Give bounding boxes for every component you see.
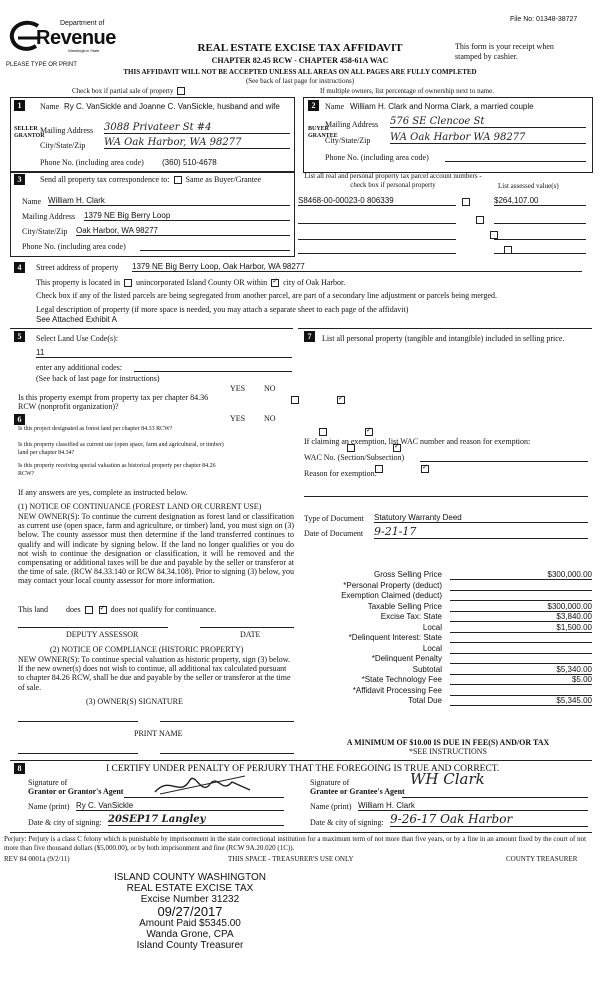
stamp-line: Amount Paid $5345.00 <box>139 918 241 929</box>
notice2-title: (2) NOTICE OF COMPLIANCE (HISTORIC PROPERTY) <box>50 645 244 654</box>
unincorporated-checkbox[interactable] <box>124 279 132 287</box>
historic-question: Is this property receiving special valuation as historical property per chapter 84.26 RCW? <box>18 463 216 477</box>
section-3-number: 3 <box>14 174 25 185</box>
dept-line1: Department of <box>60 20 105 27</box>
rev-number: REV 84 0001a (9/2/11) <box>4 855 70 863</box>
seller-phone-label: Phone No. (including area code) <box>40 158 144 167</box>
parcel-2-personal-checkbox[interactable] <box>476 216 484 224</box>
seller-city-label: City/State/Zip <box>40 141 86 150</box>
corr-name-label: Name <box>22 197 42 206</box>
dept-logo <box>8 18 118 60</box>
please-type: PLEASE TYPE OR PRINT <box>6 62 77 68</box>
doc-date[interactable]: 9-21-17 <box>374 525 588 539</box>
does-not-checkbox[interactable] <box>99 606 107 614</box>
buyer-city-label: City/State/Zip <box>325 136 371 145</box>
tax-value[interactable]: $5.00 <box>450 675 592 685</box>
tax-value[interactable]: $1,500.00 <box>450 623 592 633</box>
tax-row <box>304 591 592 602</box>
segregated-note: Check box if any of the listed parcels are being segregated from another parcel, are part of a secondary line adjustment or parcels being merged. <box>36 291 497 300</box>
dept-state: Washington State <box>68 48 100 53</box>
partial-sale-label: Check box if partial sale of property <box>72 87 174 95</box>
tax-row <box>304 570 592 581</box>
value-line-4[interactable] <box>494 252 586 254</box>
corr-city-label: City/State/Zip <box>22 227 68 236</box>
parcel-line-4[interactable] <box>298 252 456 254</box>
buyer-name[interactable]: William H. Clark and Norma Clark, a married couple <box>350 102 534 111</box>
tax-row <box>304 644 592 655</box>
tax-table <box>304 570 592 707</box>
tax-row <box>304 612 592 623</box>
section-8-number: 8 <box>14 763 25 774</box>
section-4-number: 4 <box>14 262 25 273</box>
additional-codes-label: enter any additional codes: <box>36 363 122 372</box>
deputy-date-label: DATE <box>240 630 261 639</box>
tax-label: Excise Tax: State <box>380 612 442 621</box>
does-label: does <box>66 605 81 614</box>
located-pre: This property is located in <box>36 278 120 287</box>
same-as-buyer-label: Same as Buyer/Grantee <box>185 175 262 184</box>
tax-label: Total Due <box>408 696 442 705</box>
grantor-print-name[interactable]: Ry C. VanSickle <box>76 801 284 811</box>
seller-name[interactable]: Ry C. VanSickle and Joanne C. VanSickle, husband and wife <box>64 102 280 111</box>
forest-yes-checkbox[interactable] <box>319 428 327 436</box>
form-chapter: CHAPTER 82.45 RCW - CHAPTER 458-61A WAC <box>211 56 389 65</box>
seller-side-label: SELLER GRANTOR <box>14 126 45 139</box>
located-row <box>36 278 345 287</box>
corr-mailing[interactable]: 1379 NE Big Berry Loop <box>84 211 290 221</box>
tax-value[interactable]: $5,345.00 <box>450 696 592 706</box>
owner-sig-line-2[interactable] <box>160 720 294 722</box>
reason-label: Reason for exemption: <box>304 469 377 478</box>
legal-description[interactable]: See Attached Exhibit A <box>36 315 117 324</box>
multiple-owners-note: If multiple owners, list percentage of ownership next to name. <box>320 87 494 95</box>
deputy-line[interactable] <box>18 626 168 628</box>
tax-row <box>304 686 592 697</box>
corr-phone-label: Phone No. (including area code) <box>22 242 126 251</box>
located-post: city of Oak Harbor. <box>283 278 346 287</box>
tax-value[interactable] <box>450 633 592 643</box>
does-checkbox[interactable] <box>85 606 93 614</box>
current-use-question: Is this property classified as current use (open space, farm and agricultural, or timber) land per chapter 84.34? <box>18 442 224 456</box>
section-7-number: 7 <box>304 331 315 342</box>
tax-label: Exemption Claimed (deduct) <box>341 591 442 600</box>
correspondence-header: Send all property tax correspondence to: <box>40 175 170 184</box>
tax-label: *Delinquent Interest: State <box>348 633 442 642</box>
grantee-print-name[interactable]: William H. Clark <box>358 801 588 811</box>
tax-value[interactable]: $5,340.00 <box>450 665 592 675</box>
corr-phone-line[interactable] <box>140 249 290 251</box>
this-land-label: This land <box>18 605 48 614</box>
sec5-top-rule <box>10 328 293 329</box>
grantor-name-label: Name (print) <box>28 802 70 811</box>
tax-value[interactable] <box>450 654 592 664</box>
not-accepted-notice: THIS AFFIDAVIT WILL NOT BE ACCEPTED UNLESS ALL AREAS ON ALL PAGES ARE FULLY COMPLETED <box>123 68 477 76</box>
tax-row <box>304 602 592 613</box>
sec7-top-rule <box>298 328 592 329</box>
form-title: REAL ESTATE EXCISE TAX AFFIDAVIT <box>197 42 403 54</box>
tax-value[interactable] <box>450 644 592 654</box>
additional-codes-line[interactable] <box>134 370 292 372</box>
value-line-2[interactable] <box>494 222 586 224</box>
buyer-city[interactable]: WA Oak Harbor WA 98277 <box>390 132 586 144</box>
print-name-line-2[interactable] <box>160 752 294 754</box>
buyer-phone-label: Phone No. (including area code) <box>325 153 429 162</box>
personal-property-label: List all personal property (tangible and intangible) included in selling price. <box>322 334 565 343</box>
seller-mailing-label: Mailing Address <box>40 126 94 135</box>
deputy-assessor-label: DEPUTY ASSESSOR <box>66 630 139 639</box>
buyer-name-label: Name <box>325 102 345 111</box>
grantor-sig-label-2: Grantor or Grantor's Agent <box>28 787 124 796</box>
land-use-see-back: (See back of last page for instructions) <box>36 374 160 383</box>
land-use-label: Select Land Use Code(s): <box>36 334 118 343</box>
corr-mailing-label: Mailing Address <box>22 212 76 221</box>
seller-mailing[interactable]: 3088 Privateer St #4 <box>104 122 290 134</box>
parcel-assessed-value[interactable]: $264,107.00 <box>494 196 586 206</box>
doc-date-label: Date of Document <box>304 529 364 538</box>
exempt-question: Is this property exempt from property tax per chapter 84.36 RCW (nonprofit organization)? <box>18 393 209 411</box>
grantee-name-label: Name (print) <box>310 802 352 811</box>
buyer-mailing[interactable]: 576 SE Clencoe St <box>390 116 586 128</box>
grantor-sig-label-1: Signature of <box>28 778 68 787</box>
tax-value[interactable]: $3,840.00 <box>450 612 592 622</box>
wac-label: WAC No. (Section/Subsection) <box>304 453 405 462</box>
print-name-line-1[interactable] <box>18 752 138 754</box>
section-6-number: 6 <box>14 414 25 425</box>
owner-signature-label: (3) OWNER(S) SIGNATURE <box>86 697 183 706</box>
parcels-header: List all real and personal property tax parcel account numbers - check box if personal property <box>304 172 482 189</box>
print-name-label: PRINT NAME <box>134 729 183 738</box>
tax-row <box>304 581 592 592</box>
stamp-line: REAL ESTATE EXCISE TAX <box>126 883 254 894</box>
tax-label: *Personal Property (deduct) <box>343 580 442 590</box>
receipt-note: This form is your receipt when stamped by cashier. <box>455 42 554 61</box>
parcel-1-personal-checkbox[interactable] <box>462 198 470 206</box>
tax-label: Gross Selling Price <box>373 570 442 579</box>
section-1-number: 1 <box>14 100 25 111</box>
grantor-sig-line[interactable] <box>124 796 284 798</box>
buyer-side-label: BUYER GRANTEE <box>308 126 338 139</box>
owner-sig-line-1[interactable] <box>18 720 138 722</box>
grantee-date-city[interactable]: 9-26-17 Oak Harbor <box>390 812 588 827</box>
tax-row <box>304 696 592 707</box>
forest-no-checkbox[interactable] <box>365 428 373 436</box>
treasurer-stamp <box>100 872 280 951</box>
stamp-line: ISLAND COUNTY WASHINGTON <box>113 872 267 883</box>
seller-city[interactable]: WA Oak Harbor, WA 98277 <box>104 137 290 149</box>
tax-label: Local <box>422 643 442 653</box>
tax-value[interactable] <box>450 686 592 696</box>
partial-sale-checkbox[interactable] <box>177 87 185 95</box>
grantee-date-label: Date & city of signing: <box>310 818 384 827</box>
stamp-line: Island County Treasurer <box>136 940 244 951</box>
notice2-text: NEW OWNER(S): To continue special valuation as historic property, sign (3) below. If the new owner(s) does not wish to continue, all additional tax calculated pursuant to chapter 84.26 RCW, shall be due and payable by the seller or transferor at the time of sale. <box>18 655 291 692</box>
grantor-date-label: Date & city of signing: <box>28 818 102 827</box>
corr-name[interactable]: William H. Clark <box>48 196 290 206</box>
dept-name: Revenue <box>36 27 116 49</box>
parcel-line-2[interactable] <box>298 222 456 224</box>
file-number: File No: 01348-38727 <box>510 16 578 23</box>
street-label: Street address of property <box>36 263 119 272</box>
tax-row <box>304 623 592 634</box>
parcel-number[interactable]: S8468-00-00023-0 806339 <box>298 196 456 206</box>
see-instructions-note: *SEE INSTRUCTIONS <box>408 747 487 756</box>
perjury-notice: Perjury: Perjury is a class C felony which is punishable by imprisonment in the state correctional institution for a maximum term of not more than five years, or by a fine in an amount fixed by the court of not more than five thousand dollars ($5,000.00), or by both imprisonment and fine (RCW 9A.20.020 (1C)). <box>4 835 587 852</box>
tax-row <box>304 654 592 665</box>
tax-label: *Affidavit Processing Fee <box>352 685 442 695</box>
exempt-no-checkbox[interactable] <box>337 396 345 404</box>
tax-value[interactable]: $300,000.00 <box>450 570 592 580</box>
seller-name-label: Name <box>40 102 60 111</box>
correspondence-header-row <box>40 175 261 184</box>
stamp-line: Wanda Grone, CPA <box>146 929 234 940</box>
wac-line[interactable] <box>420 460 588 462</box>
doc-type-label: Type of Document <box>304 514 364 523</box>
buyer-mailing-label: Mailing Address <box>325 120 379 129</box>
tax-value[interactable]: $300,000.00 <box>450 602 592 612</box>
sec8-top-rule <box>10 760 592 761</box>
yes-header-2: YES <box>230 414 246 423</box>
grantee-sig-label-2: Grantee or Grantee's Agent <box>310 787 405 796</box>
tax-row <box>304 665 592 676</box>
deputy-date-line[interactable] <box>200 626 294 628</box>
notice1-title: (1) NOTICE OF CONTINUANCE (FOREST LAND OR CURRENT USE) <box>18 502 262 511</box>
parcel-line-3[interactable] <box>298 238 456 240</box>
notice1-text: NEW OWNER(S): To continue the current designation as forest land or classification as current use (open space, farm and agriculture, or timber) land, you must sign on (3) below. The county assessor must then determine if the land transferred continues to qualify and will indicate by signing below. If the land no longer qualifies or you do not wish to continue the designation or classification, it will be removed and the compensating or additional taxes will be due and payable by the seller or transferor at the time of sale. (RCW 84.33.140 or RCW 84.34.108). Prior to signing (3) below, you may contact your local county assessor for more information. <box>18 512 294 586</box>
legal-description-label: Legal description of property (if more space is needed, you may attach a separate sheet to each page of the affidavit) <box>36 305 409 314</box>
tax-value[interactable] <box>450 581 592 591</box>
tax-row <box>304 675 592 686</box>
tax-label: *State Technology Fee <box>361 675 442 684</box>
tax-label: Subtotal <box>412 664 442 674</box>
section-5-number: 5 <box>14 331 25 342</box>
tax-label: *Delinquent Penalty <box>371 654 442 663</box>
perjury-rule <box>10 832 592 833</box>
reason-line[interactable] <box>304 495 588 497</box>
same-as-buyer-checkbox[interactable] <box>174 176 182 184</box>
treasurer-use-only: THIS SPACE - TREASURER'S USE ONLY <box>228 855 354 863</box>
minimum-due-note: A MINIMUM OF $10.00 IS DUE IN FEE(S) AND/OR TAX <box>346 738 550 747</box>
seller-phone[interactable]: (360) 510-4678 <box>162 158 217 167</box>
land-use-code[interactable]: 11 <box>36 348 292 358</box>
city-checkbox[interactable] <box>271 279 279 287</box>
assessed-header: List assessed value(s) <box>498 182 559 190</box>
grantee-sig-label-1: Signature of <box>310 778 350 787</box>
yes-header-1: YES <box>230 384 246 393</box>
grantee-signature[interactable]: WH Clark <box>410 770 485 788</box>
forest-question: Is this project designated as forest land per chapter 84.33 RCW? <box>18 426 173 432</box>
partial-sale-row <box>72 87 187 95</box>
corr-city[interactable]: Oak Harbor, WA 98277 <box>76 226 290 236</box>
historic-no-checkbox[interactable] <box>421 465 429 473</box>
grantor-date-city[interactable]: 20SEP17 Langley <box>108 814 284 826</box>
exempt-yes-checkbox[interactable] <box>291 396 299 404</box>
county-treasurer: COUNTY TREASURER <box>506 855 578 863</box>
doc-type[interactable]: Statutory Warranty Deed <box>374 513 588 523</box>
street-address[interactable]: 1379 NE Big Berry Loop, Oak Harbor, WA 98277 <box>132 262 582 272</box>
continuance-row <box>18 605 216 614</box>
no-header-1: NO <box>264 384 276 393</box>
section-2-number: 2 <box>308 100 319 111</box>
does-not-label: does not qualify for continuance. <box>110 605 217 614</box>
tax-label: Local <box>422 622 442 632</box>
exemption-question: If claiming an exemption, list WAC number and reason for exemption: <box>304 437 531 446</box>
see-back-note: (See back of last page for instructions) <box>245 77 355 85</box>
tax-label: Taxable Selling Price <box>367 601 442 611</box>
stamp-line: Excise Number 31232 <box>140 894 240 905</box>
no-header-2: NO <box>264 414 276 423</box>
buyer-phone-line[interactable] <box>445 160 586 162</box>
located-mid: unincorporated Island County OR within <box>135 278 268 287</box>
tax-row <box>304 633 592 644</box>
value-line-3[interactable] <box>494 238 586 240</box>
stamp-date: 09/27/2017 <box>157 904 223 919</box>
tax-value[interactable] <box>450 591 592 601</box>
grantee-sig-line[interactable] <box>402 796 588 798</box>
certify-statement: I CERTIFY UNDER PENALTY OF PERJURY THAT THE FOREGOING IS TRUE AND CORRECT. <box>106 764 500 774</box>
if-yes-note: If any answers are yes, complete as instructed below. <box>18 488 188 497</box>
